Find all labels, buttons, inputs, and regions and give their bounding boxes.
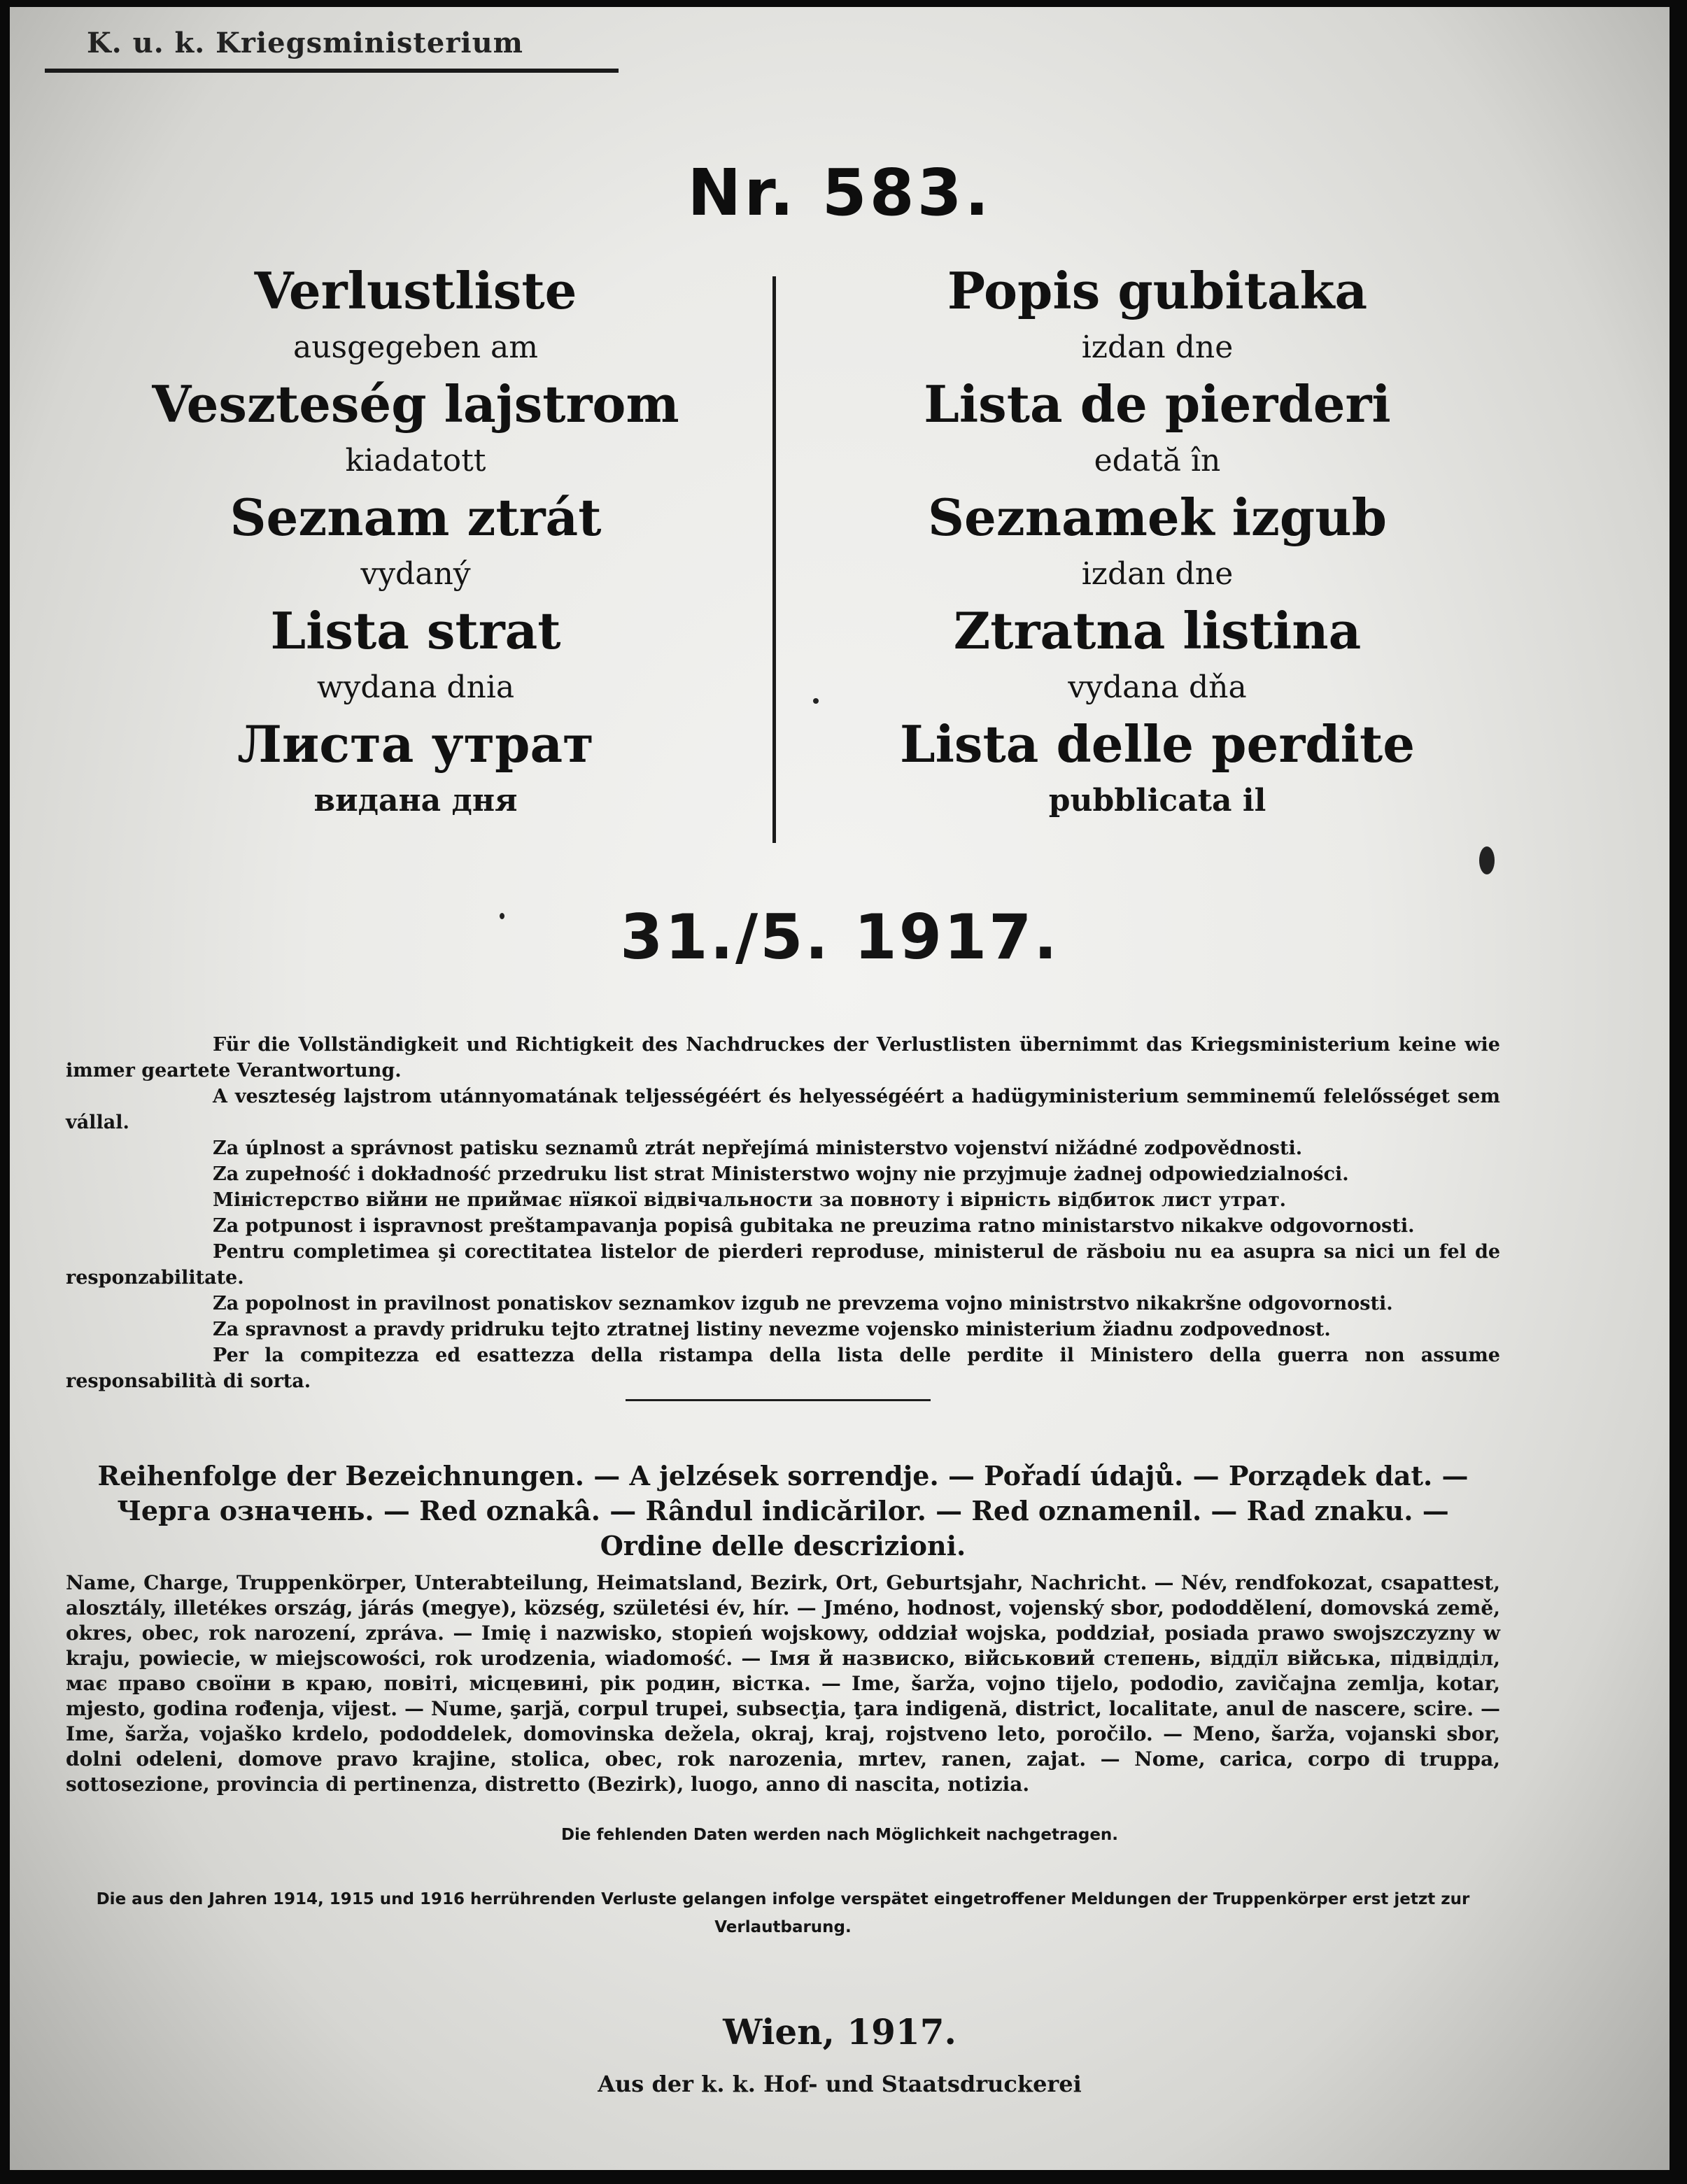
title-ukrainian: Листа утрат xyxy=(237,714,594,774)
subtitle-slovak: vydana dňa xyxy=(1068,669,1247,705)
title-polish: Lista strat xyxy=(270,601,561,660)
subtitle-romanian: edată în xyxy=(1094,443,1221,478)
losses-note: Die aus den Jahren 1914, 1915 und 1916 herrührenden Verluste gelangen infolge verspätet eingetroffener Meldungen der Truppenkörper erst jetzt zur Verlautbarung. xyxy=(96,1890,1470,1936)
disclaimer-hungarian: A veszteség lajstrom utánnyomatának teljességéért és helyességéért a hadügyministerium semminemű felelősséget sem vállal. xyxy=(66,1086,1500,1133)
publication-date: 31./5. 1917. xyxy=(620,901,1059,973)
issue-number: Nr. 583. xyxy=(687,155,992,230)
ministry-header: K. u. k. Kriegsministerium xyxy=(87,27,524,59)
title-slovak: Ztratna listina xyxy=(953,601,1362,660)
place-year: Wien, 1917. xyxy=(723,2011,957,2052)
title-column-left xyxy=(52,259,779,825)
disclaimer-polish: Za zupełność i dokładność przedruku list strat Ministerstwo wojny nie przyjmuje żadnej odpowiedzialności. xyxy=(213,1163,1349,1185)
subtitle-italian: pubblicata il xyxy=(1048,783,1266,818)
printer-imprint: Aus der k. k. Hof- und Staatsdruckerei xyxy=(598,2071,1082,2097)
missing-data-note: Die fehlenden Daten werden nach Möglichkeit nachgetragen. xyxy=(560,1826,1119,1844)
subtitle-polish: wydana dnia xyxy=(316,669,515,705)
ink-speck xyxy=(500,913,504,919)
subtitle-ukrainian: видана дня xyxy=(313,783,518,818)
order-description: Name, Charge, Truppenkörper, Unterabteilung, Heimatsland, Bezirk, Ort, Geburtsjahr, Nachricht. — Név, rendfokozat, csapattest, alosztály, illetékes ország, járás (megye), község, születési év, hír. — Jméno, hodnost, vojenský sbor, pododdělení, domovská země, okres, obec, rok narození, zpráva. — Imię i nazwisko, stopień wojskowy, oddział wojska, poddział, posiada prawo swojszczyzny w kraju, powiecie, w miejscowości, rok urodzenia, wiadomość. — Імя й назвиско, військовий степень, віддїл війська, підвідділ, має право своїни в краю, повіті, місцевині, рік родин, вістка. — Ime, šarža, vojno tijelo, pododio, zavičajna zemlja, kotar, mjesto, godina rođenja, vijest. — Nume, şarjă, corpul trupei, subsecţia, ţara indigenă, district, localitate, anul de nascere, scire. — Ime, šarža, vojaško krdelo, pododdelek, domovinska dežela, okraj, kraj, rojstveno leto, poročilo. — Meno, šarža, vojanski sbor, dolni odeleni, domove pravo krajine, stolica, obec, rok narozenia, mrtev, ranen, zajat. — Nome, carica, corpo di truppa, sottosezione, provincia di pertinenza, distretto (Bezirk), luogo, anno di nascita, notizia. xyxy=(66,1571,1500,1796)
disclaimer-ukrainian: Міністерство війни не приймає нїякої відвічальности за повноту і вірність відбиток лист утрат. xyxy=(213,1189,1287,1211)
ink-speck xyxy=(813,698,819,704)
subtitle-hungarian: kiadatott xyxy=(345,443,486,478)
title-slovenian: Seznamek izgub xyxy=(928,488,1387,547)
subtitle-czech: vydaný xyxy=(360,556,471,592)
disclaimer-czech: Za úplnost a správnost patisku seznamů ztrát nepřejímá ministerstvo vojenství nižádné zodpovědnosti. xyxy=(213,1137,1303,1159)
title-italian: Lista delle perdite xyxy=(899,714,1416,774)
title-romanian: Lista de pierderi xyxy=(924,374,1391,434)
disclaimer-italian: Per la compitezza ed esattezza della ristampa della lista delle perdite il Ministero della guerra non assume responsabilità di sorta. xyxy=(66,1345,1500,1392)
title-column-right xyxy=(793,259,1521,825)
document-page xyxy=(10,7,1670,2170)
subtitle-croatian: izdan dne xyxy=(1081,329,1234,365)
section-rule xyxy=(626,1399,931,1401)
disclaimer-slovak: Za spravnost a pravdy pridruku tejto ztratnej listiny nevezme vojensko ministerium žiadnu zodpovednost. xyxy=(213,1319,1331,1340)
title-hungarian: Veszteség lajstrom xyxy=(152,374,679,434)
ink-speck xyxy=(1479,846,1495,874)
disclaimer-german: Für die Vollständigkeit und Richtigkeit des Nachdruckes der Verlustlisten übernimmt das Kriegsministerium keine wie immer geartete Verantwortung. xyxy=(66,1034,1500,1082)
title-german: Verlustliste xyxy=(254,261,577,320)
header-rule xyxy=(45,69,619,73)
title-czech: Seznam ztrát xyxy=(230,488,602,547)
subtitle-slovenian: izdan dne xyxy=(1081,556,1234,592)
disclaimer-slovenian: Za popolnost in pravilnost ponatiskov seznamkov izgub ne prevzema vojno ministrstvo nikakršne odgovornosti. xyxy=(213,1293,1393,1314)
title-croatian: Popis gubitaka xyxy=(947,261,1368,320)
column-divider xyxy=(772,276,776,843)
subtitle-german: ausgegeben am xyxy=(292,329,539,365)
disclaimer-romanian: Pentru completimea şi corectitatea listelor de pierderi reproduse, ministerul de răsboiu nu ea asupra sa nici un fel de responzabilitate. xyxy=(66,1241,1500,1289)
order-heading: Reihenfolge der Bezeichnungen. — A jelzések sorrendje. — Pořadí údajů. — Porządek dat. — Черга означень. — Red oznakâ. — Rândul indicărilor. — Red oznamenil. — Rad znaku. — Ordine delle descrizioni. xyxy=(97,1460,1469,1561)
disclaimer-croatian: Za potpunost i ispravnost preštampavanja popisâ gubitaka ne preuzima ratno ministarstvo nikakve odgovornosti. xyxy=(213,1215,1415,1237)
disclaimer-block xyxy=(66,1032,1500,1394)
